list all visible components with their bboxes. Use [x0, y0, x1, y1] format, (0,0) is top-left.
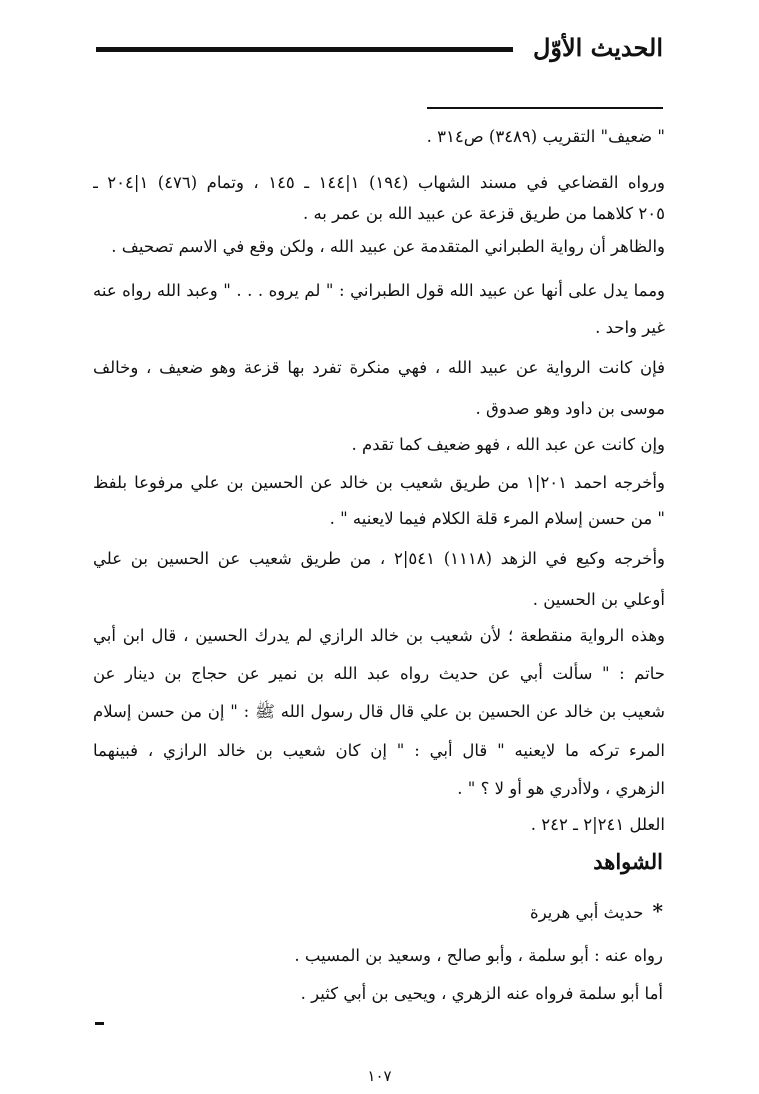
subsection-title: حديث أبي هريرة: [530, 903, 644, 922]
header-rule: [96, 47, 513, 52]
body-line: الزهري ، ولاأدري هو أو لا ؟ " .: [457, 779, 665, 798]
section-heading: الشواهد: [593, 849, 663, 874]
body-line: المرء تركه ما لايعنيه " قال أبي : " إن كان شعيب بن خالد الرازي ، فبينهما: [93, 741, 665, 760]
body-line: فإن كانت الرواية عن عبيد الله ، فهي منكرة تفرد بها قزعة وهو ضعيف ، وخالف: [93, 358, 665, 377]
chapter-title: الحديث الأوّل: [532, 33, 663, 62]
margin-dash: [95, 1022, 104, 1025]
body-line: ٢٠٥ كلاهما من طريق قزعة عن عبيد الله بن عمر به .: [302, 204, 665, 223]
body-line: وإن كانت عن عبد الله ، فهو ضعيف كما تقدم .: [351, 435, 665, 454]
section-line: أما أبو سلمة فرواه عنه الزهري ، ويحيى بن أبي كثير .: [300, 984, 663, 1003]
note-separator-rule: [427, 107, 663, 109]
body-line: " من حسن إسلام المرء قلة الكلام فيما لايعنيه " .: [329, 509, 665, 528]
body-line: وهذه الرواية منقطعة ؛ لأن شعيب بن خالد الرازي لم يدرك الحسين ، قال ابن أبي: [93, 626, 665, 645]
subsection-item: [530, 897, 663, 927]
body-line: أوعلي بن الحسين .: [532, 590, 665, 609]
body-line: " ضعيف" التقريب (٣٤٨٩) ص٣١٤ .: [426, 127, 665, 146]
asterisk-marker: *: [652, 899, 663, 923]
body-line: حاتم : " سألت أبي عن حديث رواه عبد الله بن نمير عن حجاج بن دينار عن: [93, 664, 665, 683]
body-line: وأخرجه وكيع في الزهد (١١١٨) ٥٤١|٢ ، من طريق شعيب عن الحسين بن علي: [93, 549, 665, 568]
body-line: شعيب بن خالد عن الحسين بن علي قال قال رسول الله ﷺ : " إن من حسن إسلام: [93, 702, 665, 721]
body-line: ومما يدل على أنها عن عبيد الله قول الطبراني : " لم يروه . . . " وعبد الله رواه عنه: [93, 281, 665, 300]
body-line: وأخرجه احمد ٢٠١|١ من طريق شعيب بن خالد عن الحسين بن علي مرفوعا بلفظ: [93, 473, 665, 492]
body-line: والظاهر أن رواية الطبراني المتقدمة عن عبيد الله ، ولكن وقع في الاسم تصحيف .: [111, 237, 665, 256]
body-line: موسى بن داود وهو صدوق .: [475, 399, 665, 418]
running-header: [96, 30, 663, 70]
body-line: غير واحد .: [595, 318, 665, 337]
page-number: ١٠٧: [367, 1067, 392, 1085]
body-line: العلل ٢٤١|٢ ـ ٢٤٢ .: [530, 815, 665, 834]
body-line: ورواه القضاعي في مسند الشهاب (١٩٤) ١|١٤٤ ـ ١٤٥ ، وتمام (٤٧٦) ١|٢٠٤ ـ: [93, 173, 665, 192]
section-line: رواه عنه : أبو سلمة ، وأبو صالح ، وسعيد بن المسيب .: [294, 946, 663, 965]
